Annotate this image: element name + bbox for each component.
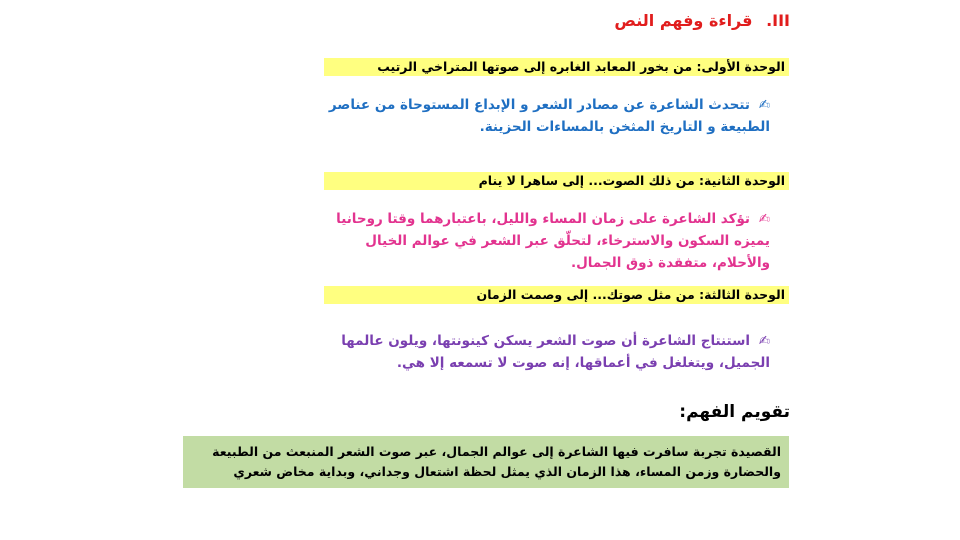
unit-3-text: استنتاج الشاعرة أن صوت الشعر يسكن كينونتها، ويلون عالمها الجميل، ويتغلغل في أعماقها، إنه صوت لا تسمعه إلا هي. [341, 333, 770, 371]
pen-icon: ✍ [758, 333, 770, 349]
unit-2-heading: الوحدة الثانية: من ذلك الصوت... إلى ساهرا لا ينام [324, 172, 789, 190]
unit-1-summary [320, 94, 770, 138]
section-title-text: قراءة وفهم النص [614, 11, 753, 30]
pen-icon: ✍ [758, 211, 770, 227]
evaluation-title: تقويم الفهم: [679, 402, 790, 422]
unit-3-heading: الوحدة الثالثة: من مثل صوتك... إلى وصمت الزمان [324, 286, 789, 304]
unit-2-text: تؤكد الشاعرة على زمان المساء والليل، باعتبارهما وقتا روحانيا يميزه السكون والاسترخاء، لتحلّق عبر الشعر في عوالم الخيال والأحلام، متفقدة ذوق الجمال. [336, 211, 770, 271]
unit-1-text: تتحدث الشاعرة عن مصادر الشعر و الإبداع المستوحاة من عناصر الطبيعة و التاريخ المثخن بالمساءات الحزينة. [328, 97, 770, 135]
pen-icon: ✍ [758, 97, 770, 113]
unit-1-heading: الوحدة الأولى: من بخور المعابد الغابره إلى صوتها المتراخي الرتيب [324, 58, 789, 76]
evaluation-box: القصيدة تجربة سافرت فيها الشاعرة إلى عوالم الجمال، عبر صوت الشعر المنبعث من الطبيعة والحضارة وزمن المساء، هذا الزمان الذي يمثل لحظة اشتعال وجداني، وبداية مخاض شعري [183, 436, 789, 488]
section-number: III. [766, 11, 790, 30]
unit-2-summary [320, 208, 770, 274]
unit-3-summary [300, 330, 770, 374]
section-title [290, 10, 790, 32]
